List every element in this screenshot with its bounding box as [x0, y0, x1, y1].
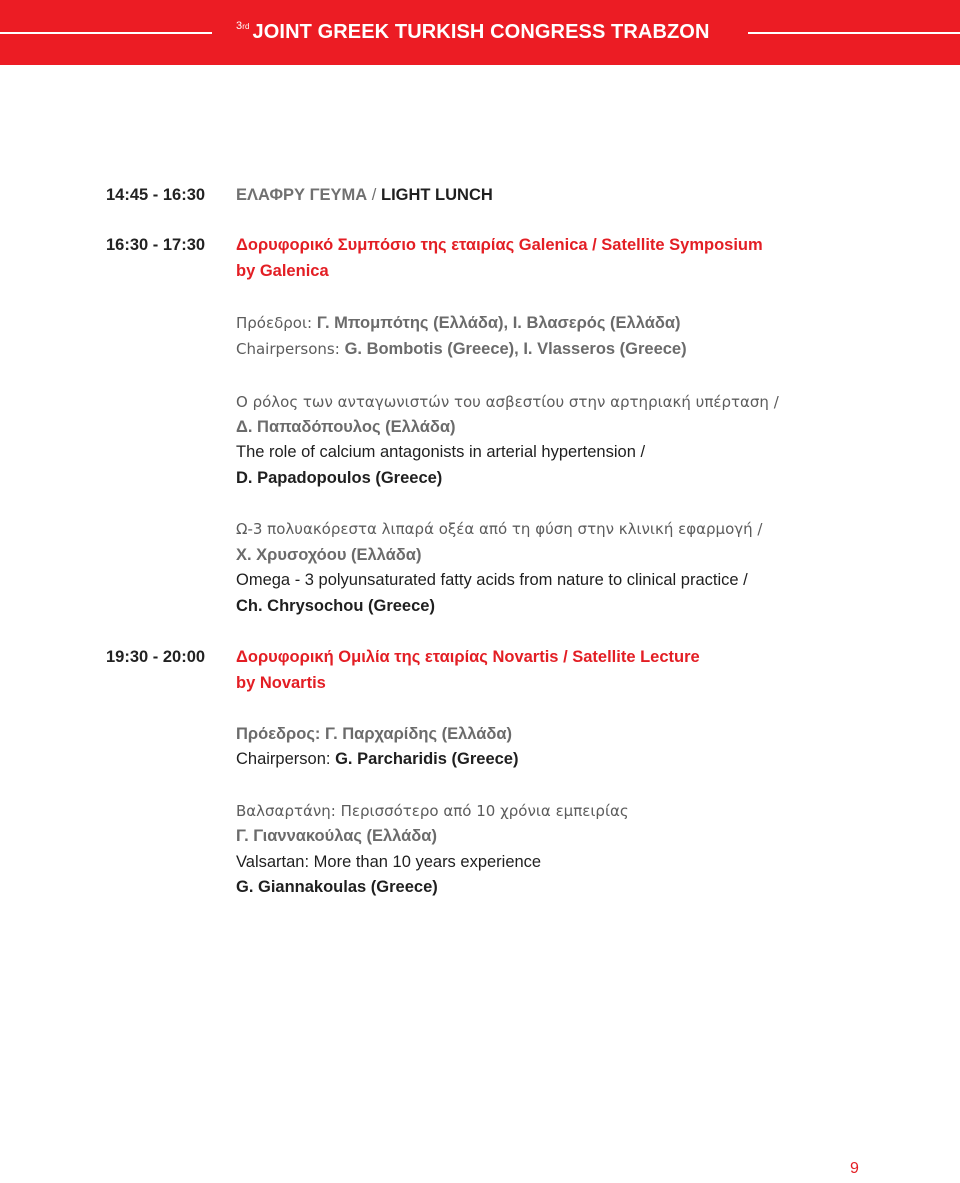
session-time: 16:30 - 17:30 [106, 236, 206, 254]
banner-divider-right [748, 32, 960, 34]
chairpersons-greek: Πρόεδροι: Γ. Μπομπότης (Ελλάδα), Ι. Βλασερός (Ελλάδα) [236, 314, 681, 332]
page-number: 9 [850, 1160, 859, 1177]
chairpersons-english: Chairpersons: G. Bombotis (Greece), I. Vlasseros (Greece) [236, 340, 687, 358]
talk-speaker-english: G. Giannakoulas (Greece) [236, 878, 438, 896]
talk-title-greek: Ο ρόλος των ανταγωνιστών του ασβεστίου στην αρτηριακή υπέρταση / [236, 393, 779, 411]
talk-speaker-english: D. Papadopoulos (Greece) [236, 469, 443, 487]
session-title: ΕΛΑΦΡΥ ΓΕΥΜΑ / LIGHT LUNCH [236, 186, 493, 204]
talk-title-greek: Βαλσαρτάνη: Περισσότερο από 10 χρόνια εμπειρίας [236, 802, 629, 820]
session-time: 14:45 - 16:30 [106, 186, 206, 204]
congress-title: $^{3rd}$ JOINT GREEK TURKISH CONGRESS TRABZON [236, 20, 710, 43]
talk-title-english: The role of calcium antagonists in arterial hypertension / [236, 443, 646, 461]
session-time: 19:30 - 20:00 [106, 648, 206, 666]
talk-speaker-greek: Δ. Παπαδόπουλος (Ελλάδα) [236, 418, 456, 436]
session-title-line2: by Novartis [236, 674, 326, 692]
talk-speaker-greek: Γ. Γιαννακούλας (Ελλάδα) [236, 827, 437, 845]
banner-divider-left [0, 32, 212, 34]
session-title-line1: Δορυφορική Ομιλία της εταιρίας Novartis / Satellite Lecture [236, 648, 700, 666]
talk-speaker-greek: Χ. Χρυσοχόου (Ελλάδα) [236, 546, 422, 564]
header-banner [0, 0, 960, 65]
chairperson-greek: Πρόεδρος: Γ. Παρχαρίδης (Ελλάδα) [236, 725, 513, 743]
talk-title-greek: Ω-3 πολυακόρεστα λιπαρά οξέα από τη φύση στην κλινική εφαρμογή / [236, 520, 763, 538]
session-title-line1: Δορυφορικό Συμπόσιο της εταιρίας Galenica / Satellite Symposium [236, 236, 763, 254]
chairperson-english: Chairperson: G. Parcharidis (Greece) [236, 750, 519, 768]
talk-title-english: Valsartan: More than 10 years experience [236, 853, 542, 871]
talk-speaker-english: Ch. Chrysochou (Greece) [236, 597, 435, 615]
talk-title-english: Omega - 3 polyunsaturated fatty acids from nature to clinical practice / [236, 571, 748, 589]
ordinal-number: 3rd [236, 20, 250, 32]
session-title-line2: by Galenica [236, 262, 329, 280]
